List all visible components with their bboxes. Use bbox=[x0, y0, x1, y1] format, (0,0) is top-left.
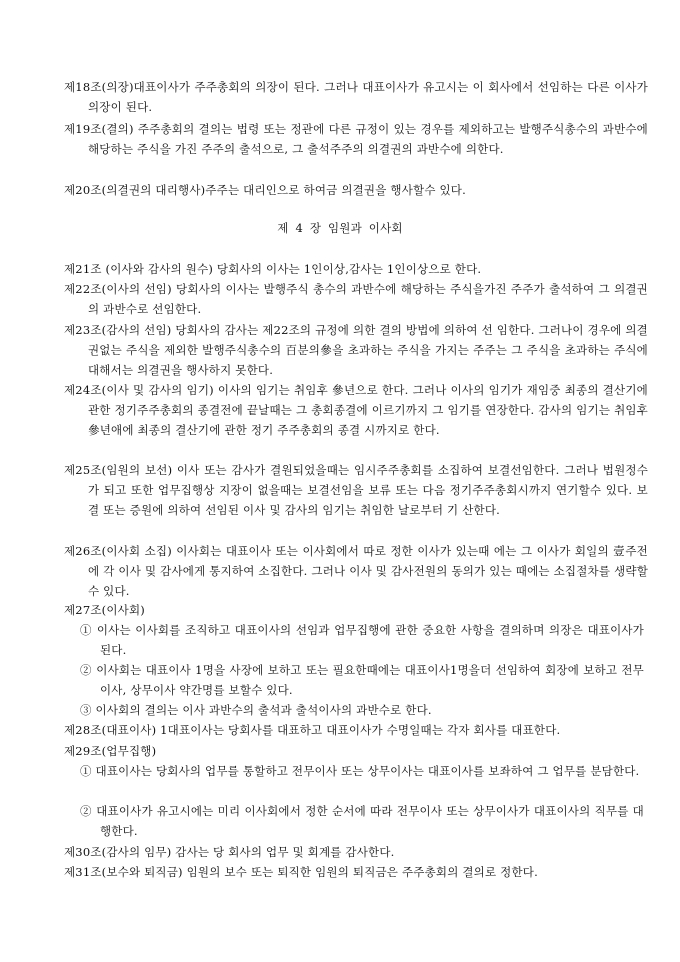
article-18: 제18조(의장)대표이사가 주주총회의 의장이 된다. 그러나 대표이사가 유고시는 이 회사에서 선임하는 다른 이사가 의장이 된다. bbox=[64, 80, 648, 114]
article-29-item-1: ① 대표이사는 당회사의 업무를 통할하고 전무이사 또는 상무이사는 대표이사를 보좌하여 그 업무를 분담한다. bbox=[80, 764, 640, 778]
article-29-title: 제29조(업무집행) bbox=[64, 744, 157, 758]
article-26: 제26조(이사회 소집) 이사회는 대표이사 또는 이사회에서 따로 정한 이사가 있는때 에는 그 이사가 회일의 壹주전에 각 이사 및 감사에게 통지하여 소집한다. 그러나 이사 및 감사전원의 동의가 있는 때에는 소집절차를 생략할수 있다. bbox=[64, 544, 648, 598]
chapter-heading: 제 4 장 임원과 이사회 bbox=[277, 221, 403, 235]
article-22: 제22조(이사의 선임) 당회사의 이사는 발행주식 총수의 과반수에 해당하는 주식을가진 주주가 출석하여 그 의결권의 과반수로 선임한다. bbox=[64, 282, 648, 316]
article-30: 제30조(감사의 임무) 감사는 당 회사의 업무 및 회계를 감사한다. bbox=[64, 845, 395, 859]
article-31: 제31조(보수와 퇴직금) 임원의 보수 또는 퇴직한 임원의 퇴직금은 주주총회의 결의로 정한다. bbox=[64, 865, 538, 879]
article-21: 제21조 (이사와 감사의 원수) 당회사의 이사는 1인이상,감사는 1인이상으로 한다. bbox=[64, 262, 482, 276]
article-19: 제19조(결의) 주주총회의 결의는 법령 또는 정관에 다른 규정이 있는 경우를 제외하고는 발행주식총수의 과반수에 해당하는 주식을 가진 주주의 출석으로, 그 출석주주의 의결권의 과반수에 의한다. bbox=[64, 122, 648, 156]
article-28: 제28조(대표이사) 1대표이사는 당회사를 대표하고 대표이사가 수명일때는 각자 회사를 대표한다. bbox=[64, 723, 561, 737]
article-27-item-2: ② 이사회는 대표이사 1명을 사장에 보하고 또는 필요한때에는 대표이사1명을더 선임하여 회장에 보하고 전무이사, 상무이사 약간명를 보할수 있다. bbox=[80, 663, 644, 697]
article-25: 제25조(임원의 보선) 이사 또는 감사가 결원되었을때는 임시주주총회를 소집하여 보결선임한다. 그러나 법원정수가 되고 또한 업무집행상 지장이 없을때는 보결선임을 보류 또는 다음 정기주주총회시까지 연기할수 있다. 보결 또는 증원에 의하여 선임된 이사 및 감사의 임기는 취임한 날로부터 기 산한다. bbox=[64, 463, 648, 517]
article-27-title: 제27조(이사회) bbox=[64, 603, 145, 617]
article-23: 제23조(감사의 선임) 당회사의 감사는 제22조의 규정에 의한 결의 방법에 의하여 선 임한다. 그러나이 경우에 의결권없는 주식을 제외한 발행주식총수의 百분의參을 초과하는 주식을 가지는 주주는 그 주식을 초과하는 주식에 대해서는 의결권을 행사하지 못한다. bbox=[64, 323, 648, 377]
article-20: 제20조(의결권의 대리행사)주주는 대리인으로 하여금 의결권을 행사할수 있다. bbox=[64, 183, 466, 197]
article-29-item-2: ② 대표이사가 유고시에는 미리 이사회에서 정한 순서에 따라 전무이사 또는 상무이사가 대표이사의 직무를 대행한다. bbox=[80, 804, 644, 838]
article-27-item-3: ③ 이사회의 결의는 이사 과반수의 출석과 출석이사의 과반수로 한다. bbox=[80, 703, 432, 717]
article-24: 제24조(이사 및 감사의 임기) 이사의 임기는 취임후 參년으로 한다. 그러나 이사의 임기가 재임중 최종의 결산기에 관한 정기주주총회의 종결전에 끝날때는 그 총회종결에 이르기까지 그 임기를 연장한다. 감사의 임기는 취임후 參년애에 최종의 결산기에 관한 정기 주주총회의 종결 시까지로 한다. bbox=[64, 383, 648, 437]
article-27-item-1: ① 이사는 이사회를 조직하고 대표이사의 선임과 업무집행에 관한 중요한 사항을 결의하며 의장은 대표이사가된다. bbox=[80, 623, 644, 657]
